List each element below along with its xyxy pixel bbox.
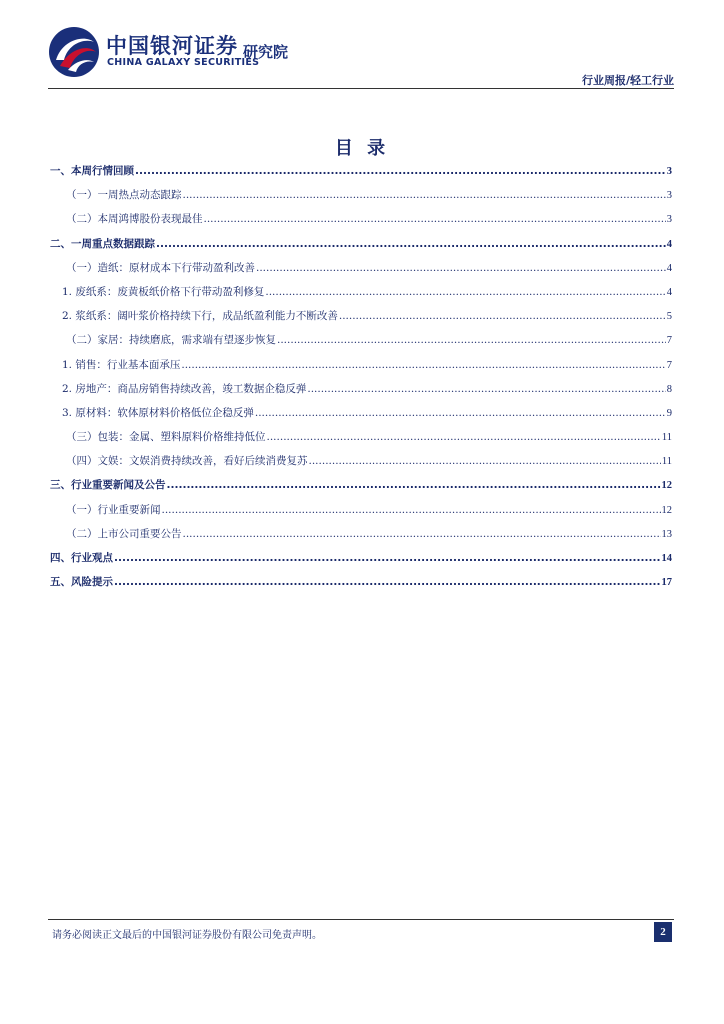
page-header: [48, 24, 674, 90]
toc-entry-page: 3: [666, 214, 672, 226]
toc-leader-dots: [204, 213, 666, 225]
toc-entry-page: 11: [661, 432, 672, 444]
toc-entry-page: 14: [661, 553, 672, 564]
footer-disclaimer: 请务必阅读正文最后的中国银河证券股份有限公司免责声明。: [52, 930, 322, 941]
toc-entry-label: 二、一周重点数据跟踪: [50, 237, 155, 250]
toc-entry[interactable]: [50, 260, 672, 284]
toc-entry-page: 17: [661, 577, 672, 589]
toc-entry[interactable]: [50, 405, 672, 429]
toc-leader-dots: [162, 504, 661, 516]
footer-divider: [48, 919, 674, 920]
toc-leader-dots: [265, 286, 665, 298]
toc-entry[interactable]: [50, 308, 672, 332]
toc-entry-label: 一、本周行情回顾: [50, 165, 134, 177]
toc-entry-label: 1. 废纸系：废黄板纸价格下行带动盈利修复: [62, 285, 265, 298]
toc-leader-dots: [114, 552, 661, 564]
toc-entry[interactable]: [50, 357, 672, 381]
toc-leader-dots: [307, 383, 665, 395]
toc-entry-label: （二）本周鸿博股份表现最佳: [66, 213, 203, 226]
toc-entry-label: 五、风险提示: [50, 576, 113, 589]
toc-entry-page: 3: [666, 166, 672, 177]
toc-entry-page: 4: [666, 286, 672, 298]
galaxy-logo-icon: [48, 26, 100, 78]
toc-entry[interactable]: [50, 502, 672, 526]
toc-entry[interactable]: [50, 453, 672, 477]
toc-leader-dots: [309, 455, 661, 467]
toc-entry-label: 2. 房地产：商品房销售持续改善，竣工数据企稳反弹: [62, 382, 307, 395]
brand-name-cn: 中国银河证券: [106, 34, 238, 58]
toc-entry[interactable]: [50, 477, 672, 501]
toc-entry-page: 3: [666, 190, 672, 202]
toc-entry[interactable]: [50, 526, 672, 550]
toc-entry-label: 三、行业重要新闻及公告: [50, 479, 166, 492]
toc-leader-dots: [183, 528, 661, 540]
toc-entry-page: 9: [666, 407, 672, 419]
toc-entry-label: 2. 浆纸系：阔叶浆价格持续下行，成品纸盈利能力不断改善: [62, 310, 338, 323]
toc-entry-label: （四）文娱：文娱消费持续改善，看好后续消费复苏: [66, 455, 308, 468]
report-type: 行业周报/轻工行业: [581, 74, 674, 87]
toc-entry-label: （一）一周热点动态跟踪: [66, 189, 182, 202]
brand-name-en: CHINA GALAXY SECURITIES: [107, 57, 260, 68]
toc-leader-dots: [135, 165, 666, 177]
toc-entry-page: 12: [661, 504, 672, 516]
toc-entry[interactable]: [50, 550, 672, 574]
toc-entry[interactable]: [50, 284, 672, 308]
header-divider: [48, 88, 674, 89]
toc-entry-page: 5: [666, 311, 672, 323]
toc-entry-page: 7: [666, 359, 672, 371]
toc-entry-page: 11: [661, 456, 672, 468]
toc-entry-page: 7: [666, 335, 672, 347]
table-of-contents: [50, 163, 672, 598]
toc-leader-dots: [256, 262, 666, 274]
toc-entry-label: （一）行业重要新闻: [66, 503, 161, 516]
toc-entry-label: （一）造纸：原材成本下行带动盈利改善: [66, 261, 255, 274]
toc-entry-page: 8: [666, 383, 672, 395]
toc-entry[interactable]: [50, 332, 672, 356]
toc-entry-label: 1. 销售：行业基本面承压: [62, 358, 181, 371]
toc-title: 目 录: [334, 138, 390, 159]
toc-leader-dots: [181, 359, 665, 371]
toc-leader-dots: [183, 189, 666, 201]
toc-leader-dots: [114, 576, 661, 588]
toc-leader-dots: [267, 431, 661, 443]
toc-entry[interactable]: [50, 574, 672, 598]
toc-leader-dots: [277, 334, 666, 346]
toc-entry-page: 12: [661, 480, 672, 492]
toc-entry-label: （二）家居：持续磨底，需求端有望逐步恢复: [66, 334, 276, 347]
toc-entry[interactable]: [50, 236, 672, 260]
toc-leader-dots: [167, 479, 661, 491]
toc-entry[interactable]: [50, 381, 672, 405]
toc-entry-label: （二）上市公司重要公告: [66, 527, 182, 540]
toc-entry-label: 3. 原材料：软体原材料价格低位企稳反弹: [62, 406, 254, 419]
toc-entry-page: 4: [666, 262, 672, 274]
toc-entry-label: （三）包装：金属、塑料原料价格维持低位: [66, 431, 266, 444]
toc-entry[interactable]: [50, 163, 672, 187]
institute-label: 研究院: [243, 43, 289, 61]
toc-entry[interactable]: [50, 211, 672, 235]
toc-leader-dots: [255, 407, 666, 419]
toc-leader-dots: [156, 238, 666, 250]
toc-entry-page: 13: [661, 528, 672, 540]
toc-entry[interactable]: [50, 187, 672, 211]
page-number: 2: [654, 922, 672, 942]
toc-leader-dots: [339, 310, 666, 322]
toc-entry[interactable]: [50, 429, 672, 453]
toc-entry-label: 四、行业观点: [50, 552, 113, 564]
toc-entry-page: 4: [666, 238, 672, 250]
